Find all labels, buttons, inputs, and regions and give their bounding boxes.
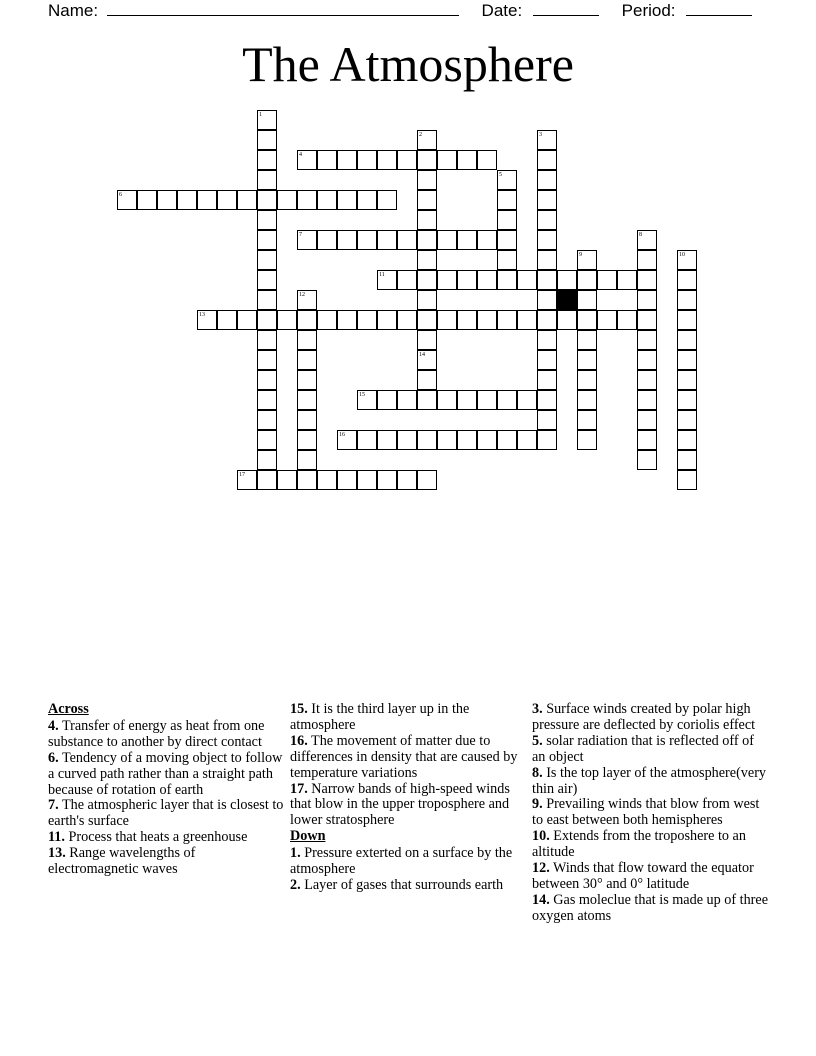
- name-label: Name:: [48, 1, 99, 20]
- clue-down-12: [532, 861, 768, 893]
- crossword-cell[interactable]: [497, 430, 517, 450]
- crossword-cell[interactable]: [257, 230, 277, 250]
- clue-down-10: [532, 829, 768, 861]
- crossword-cell[interactable]: [677, 370, 697, 390]
- crossword-cell[interactable]: [237, 310, 257, 330]
- clue-number-label: 6: [119, 192, 122, 198]
- clue-text: Is the top layer of the atmosphere(very thin air): [532, 764, 767, 797]
- crossword-cell[interactable]: [157, 190, 177, 210]
- clue-number-label: 13: [199, 312, 205, 318]
- crossword-cell[interactable]: [397, 310, 417, 330]
- crossword-cell[interactable]: [297, 370, 317, 390]
- crossword-cell[interactable]: [337, 190, 357, 210]
- crossword-cell[interactable]: [677, 270, 697, 290]
- crossword-cell[interactable]: [497, 170, 517, 190]
- crossword-cell[interactable]: [297, 230, 317, 250]
- clue-across-7: [48, 798, 284, 830]
- clue-number-label: 16: [339, 432, 345, 438]
- crossword-cell[interactable]: [497, 190, 517, 210]
- crossword-cell[interactable]: [457, 390, 477, 410]
- clue-number: 4.: [48, 717, 59, 734]
- crossword-cell[interactable]: [317, 190, 337, 210]
- clue-text: Extends from the troposhere to an altitude: [532, 828, 746, 861]
- crossword-cell[interactable]: [257, 170, 277, 190]
- clue-text: Prevailing winds that blow from west to east between both hemispheres: [532, 796, 760, 829]
- crossword-cell[interactable]: [197, 190, 217, 210]
- clue-number-label: 5: [499, 172, 502, 178]
- crossword-cell[interactable]: [137, 190, 157, 210]
- crossword-cell[interactable]: [297, 150, 317, 170]
- clue-number: 7.: [48, 797, 59, 814]
- crossword-cell[interactable]: [577, 350, 597, 370]
- crossword-cell[interactable]: [257, 390, 277, 410]
- clue-number: 14.: [532, 891, 550, 908]
- crossword-cell[interactable]: [337, 430, 357, 450]
- crossword-cell[interactable]: [577, 370, 597, 390]
- clue-text: Surface winds created by polar high pressure are deflected by coriolis effect: [532, 701, 756, 733]
- clue-number-label: 17: [239, 472, 245, 478]
- page-title: The Atmosphere: [242, 36, 574, 92]
- crossword-cell[interactable]: [437, 390, 457, 410]
- crossword-cell[interactable]: [257, 130, 277, 150]
- crossword-cell[interactable]: [637, 450, 657, 470]
- crossword-cell[interactable]: [577, 430, 597, 450]
- clue-across-16: [290, 734, 526, 782]
- clue-down-2: [290, 878, 526, 894]
- crossword-cell[interactable]: [417, 370, 437, 390]
- crossword-cell[interactable]: [357, 190, 377, 210]
- crossword-cell[interactable]: [257, 250, 277, 270]
- clue-number: 12.: [532, 860, 550, 877]
- crossword-cell[interactable]: [417, 270, 437, 290]
- crossword-cell[interactable]: [297, 310, 317, 330]
- crossword-cell[interactable]: [417, 210, 437, 230]
- crossword-cell[interactable]: [417, 330, 437, 350]
- crossword-cell[interactable]: [297, 450, 317, 470]
- crossword-cell[interactable]: [637, 370, 657, 390]
- crossword-cell[interactable]: [337, 230, 357, 250]
- crossword-cell[interactable]: [497, 210, 517, 230]
- crossword-cell[interactable]: [397, 390, 417, 410]
- crossword-cell[interactable]: [377, 230, 397, 250]
- crossword-cell[interactable]: [277, 310, 297, 330]
- crossword-cell[interactable]: [677, 390, 697, 410]
- crossword-cell[interactable]: [297, 390, 317, 410]
- clue-down-3: [532, 702, 768, 734]
- clue-across-6: [48, 751, 284, 799]
- crossword-cell[interactable]: [397, 470, 417, 490]
- period-label: Period:: [621, 1, 676, 20]
- crossword-cell[interactable]: [257, 290, 277, 310]
- crossword-cell[interactable]: [537, 430, 557, 450]
- crossword-cell[interactable]: [537, 150, 557, 170]
- crossword-cell[interactable]: [637, 330, 657, 350]
- crossword-cell[interactable]: [517, 390, 537, 410]
- crossword-cell[interactable]: [317, 230, 337, 250]
- crossword-cell[interactable]: [677, 350, 697, 370]
- clue-across-15: [290, 702, 526, 734]
- crossword-cell[interactable]: [237, 470, 257, 490]
- clue-text: Winds that flow toward the equator between 30° and 0° latitude: [532, 860, 754, 892]
- crossword-cell[interactable]: [497, 310, 517, 330]
- crossword-cell[interactable]: [357, 310, 377, 330]
- crossword-cell[interactable]: [537, 130, 557, 150]
- crossword-cell[interactable]: [457, 310, 477, 330]
- crossword-cell[interactable]: [477, 270, 497, 290]
- crossword-cell[interactable]: [397, 150, 417, 170]
- crossword-cell[interactable]: [497, 270, 517, 290]
- crossword-cell[interactable]: [257, 310, 277, 330]
- crossword-cell[interactable]: [257, 150, 277, 170]
- crossword-cell[interactable]: [257, 450, 277, 470]
- black-square: [557, 290, 577, 310]
- clue-number: 10.: [532, 828, 550, 845]
- clue-text: Range wavelengths of electromagnetic waves: [48, 845, 196, 878]
- clue-down-8: [532, 766, 768, 798]
- crossword-cell[interactable]: [537, 290, 557, 310]
- crossword-cell[interactable]: [557, 310, 577, 330]
- crossword-cell[interactable]: [177, 190, 197, 210]
- crossword-cell[interactable]: [297, 350, 317, 370]
- clue-number: 11.: [48, 829, 65, 846]
- crossword-cell[interactable]: [477, 390, 497, 410]
- clue-text: Process that heats a greenhouse: [68, 829, 248, 846]
- crossword-cell[interactable]: [357, 230, 377, 250]
- crossword-cell[interactable]: [497, 250, 517, 270]
- crossword-cell[interactable]: [377, 470, 397, 490]
- clue-across-17: [290, 782, 526, 830]
- crossword-cell[interactable]: [577, 290, 597, 310]
- crossword-cell[interactable]: [337, 310, 357, 330]
- down-heading: Down: [290, 828, 326, 845]
- clue-number: 2.: [290, 876, 301, 893]
- crossword-cell[interactable]: [457, 270, 477, 290]
- crossword-cell[interactable]: [537, 170, 557, 190]
- crossword-cell[interactable]: [117, 190, 137, 210]
- clue-down-1: [290, 846, 526, 878]
- crossword-cell[interactable]: [677, 310, 697, 330]
- crossword-cell[interactable]: [277, 470, 297, 490]
- clue-column-2: [290, 702, 526, 894]
- crossword-cell[interactable]: [677, 290, 697, 310]
- crossword-cell[interactable]: [437, 230, 457, 250]
- crossword-cell[interactable]: [577, 330, 597, 350]
- crossword-cell[interactable]: [677, 250, 697, 270]
- crossword-cell[interactable]: [677, 410, 697, 430]
- crossword-cell[interactable]: [337, 150, 357, 170]
- crossword-cell[interactable]: [257, 370, 277, 390]
- crossword-cell[interactable]: [337, 470, 357, 490]
- clue-number-label: 4: [299, 152, 302, 158]
- crossword-cell[interactable]: [537, 250, 557, 270]
- clue-down-5: [532, 734, 768, 766]
- crossword-cell[interactable]: [357, 390, 377, 410]
- crossword-cell[interactable]: [417, 190, 437, 210]
- crossword-cell[interactable]: [437, 270, 457, 290]
- crossword-cell[interactable]: [557, 270, 577, 290]
- crossword-cell[interactable]: [637, 270, 657, 290]
- crossword-cell[interactable]: [237, 190, 257, 210]
- crossword-cell[interactable]: [537, 370, 557, 390]
- clue-number: 8.: [532, 764, 543, 781]
- clue-number: 5.: [532, 732, 543, 749]
- clue-text: Tendency of a moving object to follow a curved path rather than a straight path because of rotation of earth: [48, 749, 283, 798]
- clue-text: It is the third layer up in the atmosphere: [290, 701, 470, 733]
- crossword-cell[interactable]: [537, 390, 557, 410]
- crossword-cell[interactable]: [297, 430, 317, 450]
- clue-across-13: [48, 846, 284, 878]
- crossword-cell[interactable]: [217, 190, 237, 210]
- crossword-cell[interactable]: [457, 430, 477, 450]
- crossword-cell[interactable]: [197, 310, 217, 330]
- crossword-cell[interactable]: [417, 350, 437, 370]
- crossword-cell[interactable]: [617, 310, 637, 330]
- crossword-cell[interactable]: [417, 170, 437, 190]
- crossword-cell[interactable]: [257, 210, 277, 230]
- crossword-cell[interactable]: [317, 150, 337, 170]
- crossword-cell[interactable]: [297, 190, 317, 210]
- crossword-cell[interactable]: [297, 330, 317, 350]
- crossword-cell[interactable]: [537, 230, 557, 250]
- crossword-cell[interactable]: [537, 210, 557, 230]
- crossword-cell[interactable]: [397, 430, 417, 450]
- crossword-cell[interactable]: [257, 350, 277, 370]
- crossword-cell[interactable]: [497, 390, 517, 410]
- crossword-cell[interactable]: [537, 330, 557, 350]
- clue-number-label: 8: [639, 232, 642, 238]
- crossword-cell[interactable]: [217, 310, 237, 330]
- crossword-cell[interactable]: [637, 410, 657, 430]
- crossword-cell[interactable]: [257, 190, 277, 210]
- crossword-cell[interactable]: [637, 430, 657, 450]
- crossword-cell[interactable]: [317, 310, 337, 330]
- crossword-cell[interactable]: [377, 150, 397, 170]
- clue-number-label: 12: [299, 292, 305, 298]
- crossword-cell[interactable]: [417, 130, 437, 150]
- clue-column-3: [532, 702, 768, 925]
- crossword-cell[interactable]: [637, 310, 657, 330]
- crossword-cell[interactable]: [257, 270, 277, 290]
- clue-across-11: [48, 830, 284, 846]
- crossword-cell[interactable]: [297, 410, 317, 430]
- clue-number: 17.: [290, 780, 308, 797]
- crossword-cell[interactable]: [637, 390, 657, 410]
- crossword-cell[interactable]: [477, 430, 497, 450]
- clue-number-label: 1: [259, 112, 262, 118]
- clue-text: Transfer of energy as heat from one substance to another by direct contact: [48, 717, 265, 750]
- crossword-cell[interactable]: [417, 470, 437, 490]
- crossword-cell[interactable]: [677, 470, 697, 490]
- crossword-cell[interactable]: [357, 150, 377, 170]
- crossword-cell[interactable]: [377, 430, 397, 450]
- crossword-cell[interactable]: [577, 390, 597, 410]
- crossword-cell[interactable]: [537, 310, 557, 330]
- crossword-cell[interactable]: [417, 290, 437, 310]
- crossword-cell[interactable]: [477, 310, 497, 330]
- crossword-cell[interactable]: [357, 470, 377, 490]
- clue-text: solar radiation that is reflected off of an object: [532, 732, 754, 765]
- crossword-cell[interactable]: [457, 150, 477, 170]
- crossword-cell[interactable]: [677, 450, 697, 470]
- across-heading: Across: [48, 701, 89, 717]
- clue-number-label: 15: [359, 392, 365, 398]
- crossword-cell[interactable]: [377, 310, 397, 330]
- clue-number-label: 10: [679, 252, 685, 258]
- clue-number-label: 7: [299, 232, 302, 238]
- clue-number-label: 2: [419, 132, 422, 138]
- crossword-cell[interactable]: [597, 270, 617, 290]
- crossword-cell[interactable]: [677, 430, 697, 450]
- crossword-cell[interactable]: [257, 430, 277, 450]
- crossword-cell[interactable]: [257, 330, 277, 350]
- crossword-cell[interactable]: [297, 290, 317, 310]
- crossword-cell[interactable]: [437, 430, 457, 450]
- clue-number: 13.: [48, 845, 66, 862]
- clue-down-9: [532, 797, 768, 829]
- crossword-cell[interactable]: [677, 330, 697, 350]
- clue-text: Pressure exterted on a surface by the atmosphere: [290, 845, 513, 878]
- crossword-cell[interactable]: [637, 290, 657, 310]
- clue-number: 1.: [290, 845, 301, 862]
- crossword-cell[interactable]: [437, 150, 457, 170]
- crossword-cell[interactable]: [397, 270, 417, 290]
- clue-across-4: [48, 719, 284, 751]
- date-label: Date:: [481, 1, 523, 20]
- crossword-cell[interactable]: [617, 270, 637, 290]
- crossword-cell[interactable]: [597, 310, 617, 330]
- clue-column-1: [48, 702, 284, 878]
- crossword-cell[interactable]: [537, 190, 557, 210]
- crossword-cell[interactable]: [257, 410, 277, 430]
- clue-down-14: [532, 893, 768, 925]
- clue-text: Gas moleclue that is made up of three oxygen atoms: [532, 891, 768, 924]
- crossword-cell[interactable]: [397, 230, 417, 250]
- clue-number-label: 11: [379, 272, 385, 278]
- crossword-cell[interactable]: [477, 230, 497, 250]
- crossword-cell[interactable]: [257, 470, 277, 490]
- crossword-cell[interactable]: [417, 430, 437, 450]
- crossword-cell[interactable]: [577, 250, 597, 270]
- clue-text: Narrow bands of high-speed winds that blow in the upper troposphere and lower stratosphere: [290, 780, 510, 829]
- crossword-cell[interactable]: [577, 310, 597, 330]
- crossword-cell[interactable]: [577, 270, 597, 290]
- clue-text: The movement of matter due to differences in density that are caused by temperature variations: [290, 732, 518, 781]
- crossword-cell[interactable]: [537, 270, 557, 290]
- crossword-cell[interactable]: [517, 310, 537, 330]
- crossword-cell[interactable]: [257, 110, 277, 130]
- crossword-cell[interactable]: [417, 230, 437, 250]
- crossword-cell[interactable]: [377, 270, 397, 290]
- crossword-cell[interactable]: [517, 270, 537, 290]
- crossword-cell[interactable]: [537, 350, 557, 370]
- crossword-cell[interactable]: [377, 390, 397, 410]
- clue-number-label: 9: [579, 252, 582, 258]
- crossword-grid: [0, 0, 816, 500]
- crossword-cell[interactable]: [517, 430, 537, 450]
- crossword-cell[interactable]: [637, 350, 657, 370]
- crossword-cell[interactable]: [577, 410, 597, 430]
- crossword-cell[interactable]: [417, 390, 437, 410]
- crossword-cell[interactable]: [357, 430, 377, 450]
- crossword-cell[interactable]: [417, 310, 437, 330]
- crossword-cell[interactable]: [477, 150, 497, 170]
- crossword-cell[interactable]: [537, 410, 557, 430]
- clue-text: The atmospheric layer that is closest to earth's surface: [48, 797, 284, 830]
- crossword-cell[interactable]: [297, 470, 317, 490]
- clue-number: 15.: [290, 701, 308, 717]
- clue-text: Layer of gases that surrounds earth: [304, 876, 504, 893]
- clue-number: 16.: [290, 732, 308, 749]
- crossword-cell[interactable]: [417, 150, 437, 170]
- crossword-cell[interactable]: [417, 250, 437, 270]
- crossword-cell[interactable]: [637, 250, 657, 270]
- crossword-cell[interactable]: [377, 190, 397, 210]
- clue-number: 6.: [48, 749, 59, 766]
- clue-number: 9.: [532, 796, 543, 813]
- clue-number-label: 14: [419, 352, 425, 358]
- crossword-cell[interactable]: [637, 230, 657, 250]
- clue-number-label: 3: [539, 132, 542, 138]
- crossword-cell[interactable]: [277, 190, 297, 210]
- clue-number: 3.: [532, 701, 543, 717]
- crossword-cell[interactable]: [437, 310, 457, 330]
- crossword-cell[interactable]: [497, 230, 517, 250]
- crossword-cell[interactable]: [457, 230, 477, 250]
- crossword-cell[interactable]: [317, 470, 337, 490]
